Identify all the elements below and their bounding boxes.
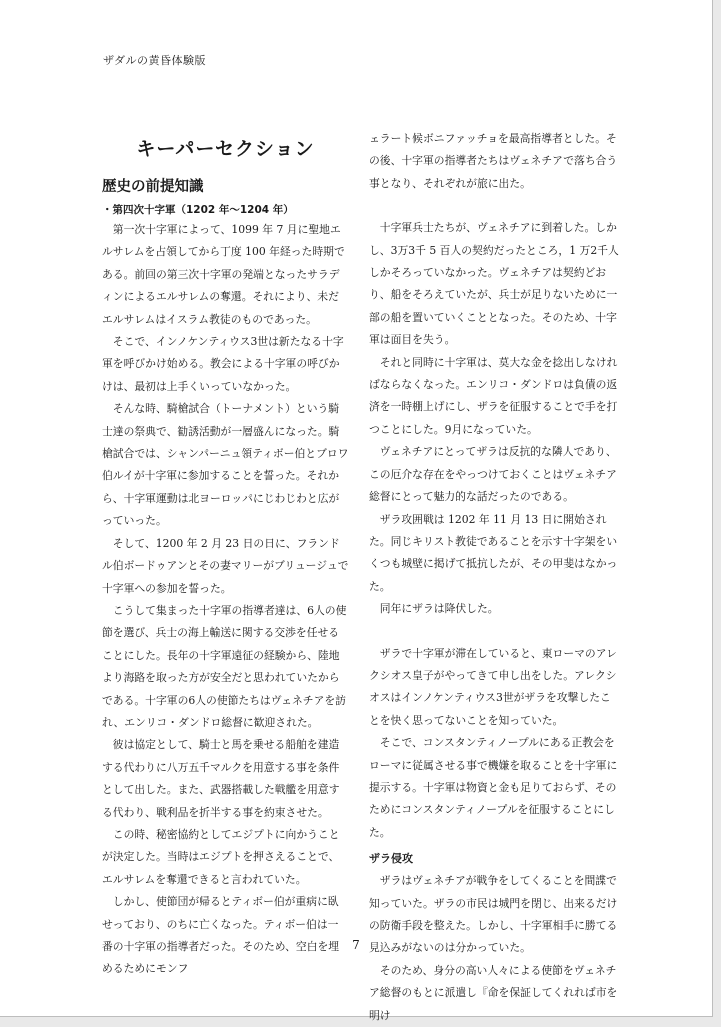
paragraph: 同年にザラは降伏した。 bbox=[379, 602, 499, 616]
subsubsection-title: ・第四次十字軍（1202 年～1204 年） bbox=[102, 204, 294, 216]
paragraph: そんな時、騎槍試合（トーナメント）という騎士達の祭典で、勧誘活動が一層盛んになった。騎槍試合では、シャンパーニュ領ティボー伯とブロワ伯ルイが十字軍に参加することを誓った。それから、十字軍運動は北ヨーロッパにじわじわと広がっていった。 bbox=[102, 402, 349, 528]
paragraph: そこで、コンスタンティノープルにある正教会をローマに従属させる事で機嫌を取ることを十字軍に提示する。十字軍は物資と金も足りておらず、そのためにコンスタンティノープルを征服することにした。 bbox=[369, 736, 618, 839]
paragraph: ェラート候ボニファッチョを最高指導者とした。その後、十字軍の指導者たちはヴェネチアで落ち合う事となり、それぞれが旅に出た。 bbox=[369, 132, 618, 190]
paragraph: ザラ攻囲戦は 1202 年 11 月 13 日に開始された。同じキリスト教徒であることを示す十字架をいくつも城壁に掲げて抵抗したが、その甲斐はなかった。 bbox=[369, 512, 618, 593]
paragraph: そこで、インノケンティウス3世は新たなる十字軍を呼びかけ始める。教会による十字軍の呼びかけは、最初は上手くいっていなかった。 bbox=[102, 335, 344, 393]
right-column bbox=[369, 128, 619, 1027]
spacer bbox=[369, 621, 619, 643]
paragraph: しかし、使節団が帰るとティボー伯が重病に臥せっており、のちに亡くなった。ティボー伯は一番の十字軍の指導者だった。そのため、空白を埋めるためにモンフ bbox=[102, 895, 340, 976]
paragraph: そのため、身分の高い人々による使節をヴェネチア総督のもとに派遣し『命を保証してくれれば市を明け bbox=[369, 963, 618, 1022]
heading-zara-invasion: ザラ侵攻 bbox=[369, 852, 413, 866]
paragraph: ヴェネチアにとってザラは反抗的な隣人であり、この厄介な存在をやっつけておくことはヴェネチア総督にとって魅力的な話だったのである。 bbox=[369, 445, 617, 504]
paragraph: それと同時に十字軍は、莫大な金を捻出しなければならなくなった。エンリコ・ダンドロは負債の返済を一時棚上げにし、ザラを征服することで手を打つことにした。9月になっていた。 bbox=[369, 355, 618, 436]
left-column bbox=[102, 128, 349, 981]
paragraph: この時、秘密協約としてエジプトに向かうことが決定した。当時はエジプトを押さえることで、エルサレムを奪還できると言われていた。 bbox=[102, 827, 340, 886]
subsection-title: 歴史の前提知識 bbox=[102, 179, 204, 195]
spacer bbox=[369, 195, 619, 217]
paragraph: 彼は協定として、騎士と馬を乗せる船舶を建造する代わりに八万五千マルクを用意する事を条件として出した。また、武器搭載した戦艦を用意する代わり、戦利品を折半する事を約束させた。 bbox=[102, 738, 340, 819]
paragraph: 十字軍兵士たちが、ヴェネチアに到着した。しかし、3万3千 5 百人の契約だったところ，1 万2千人しかそろっていなかった。ヴェネチアは契約どおり、船をそろえていたが、兵士が足りないために一部の船を置いていくこととなった。そのため、十字軍は面目を失う。 bbox=[369, 221, 619, 347]
paragraph: ザラはヴェネチアが戦争をしてくることを間諜で知っていた。ザラの市民は城門を閉じ、出来るだけの防衛手段を整えた。しかし、十字軍相手に勝てる見込みがないのは分かっていた。 bbox=[369, 874, 618, 955]
paragraph: そして、1200 年 2 月 23 日の日に、フランドル伯ボードゥアンとその妻マリーがブリュージュで十字軍への参加を誓った。 bbox=[102, 536, 349, 595]
paragraph: 第一次十字軍によって、1099 年 7 月に聖地エルサレムを占領してから丁度 100 年経った時期である。前回の第三次十字軍の発端となったサラディンによるエルサレムの奪還。それにより、未だエルサレムはイスラム教徒のものであった。 bbox=[102, 223, 345, 326]
page-number: 7 bbox=[352, 938, 360, 952]
running-header: ザダルの黄昏体験版 bbox=[103, 54, 206, 67]
paragraph: ザラで十字軍が滞在していると、東ローマのアレクシオス皇子がやってきて申し出をした。アレクシオスはインノケンティウス3世がザラを攻撃したことを快く思ってないことを知っていた。 bbox=[369, 646, 617, 727]
section-title: キーパーセクション bbox=[136, 138, 315, 160]
paragraph: こうして集まった十字軍の指導者達は、6人の使節を選び、兵士の海上輸送に関する交渉を任せることにした。長年の十字軍遠征の経験から、陸地より海路を取った方が安全だと思われていたからである。十字軍の6人の使節たちはヴェネチアを訪れ、エンリコ・ダンドロ総督に歓迎された。 bbox=[102, 603, 347, 729]
